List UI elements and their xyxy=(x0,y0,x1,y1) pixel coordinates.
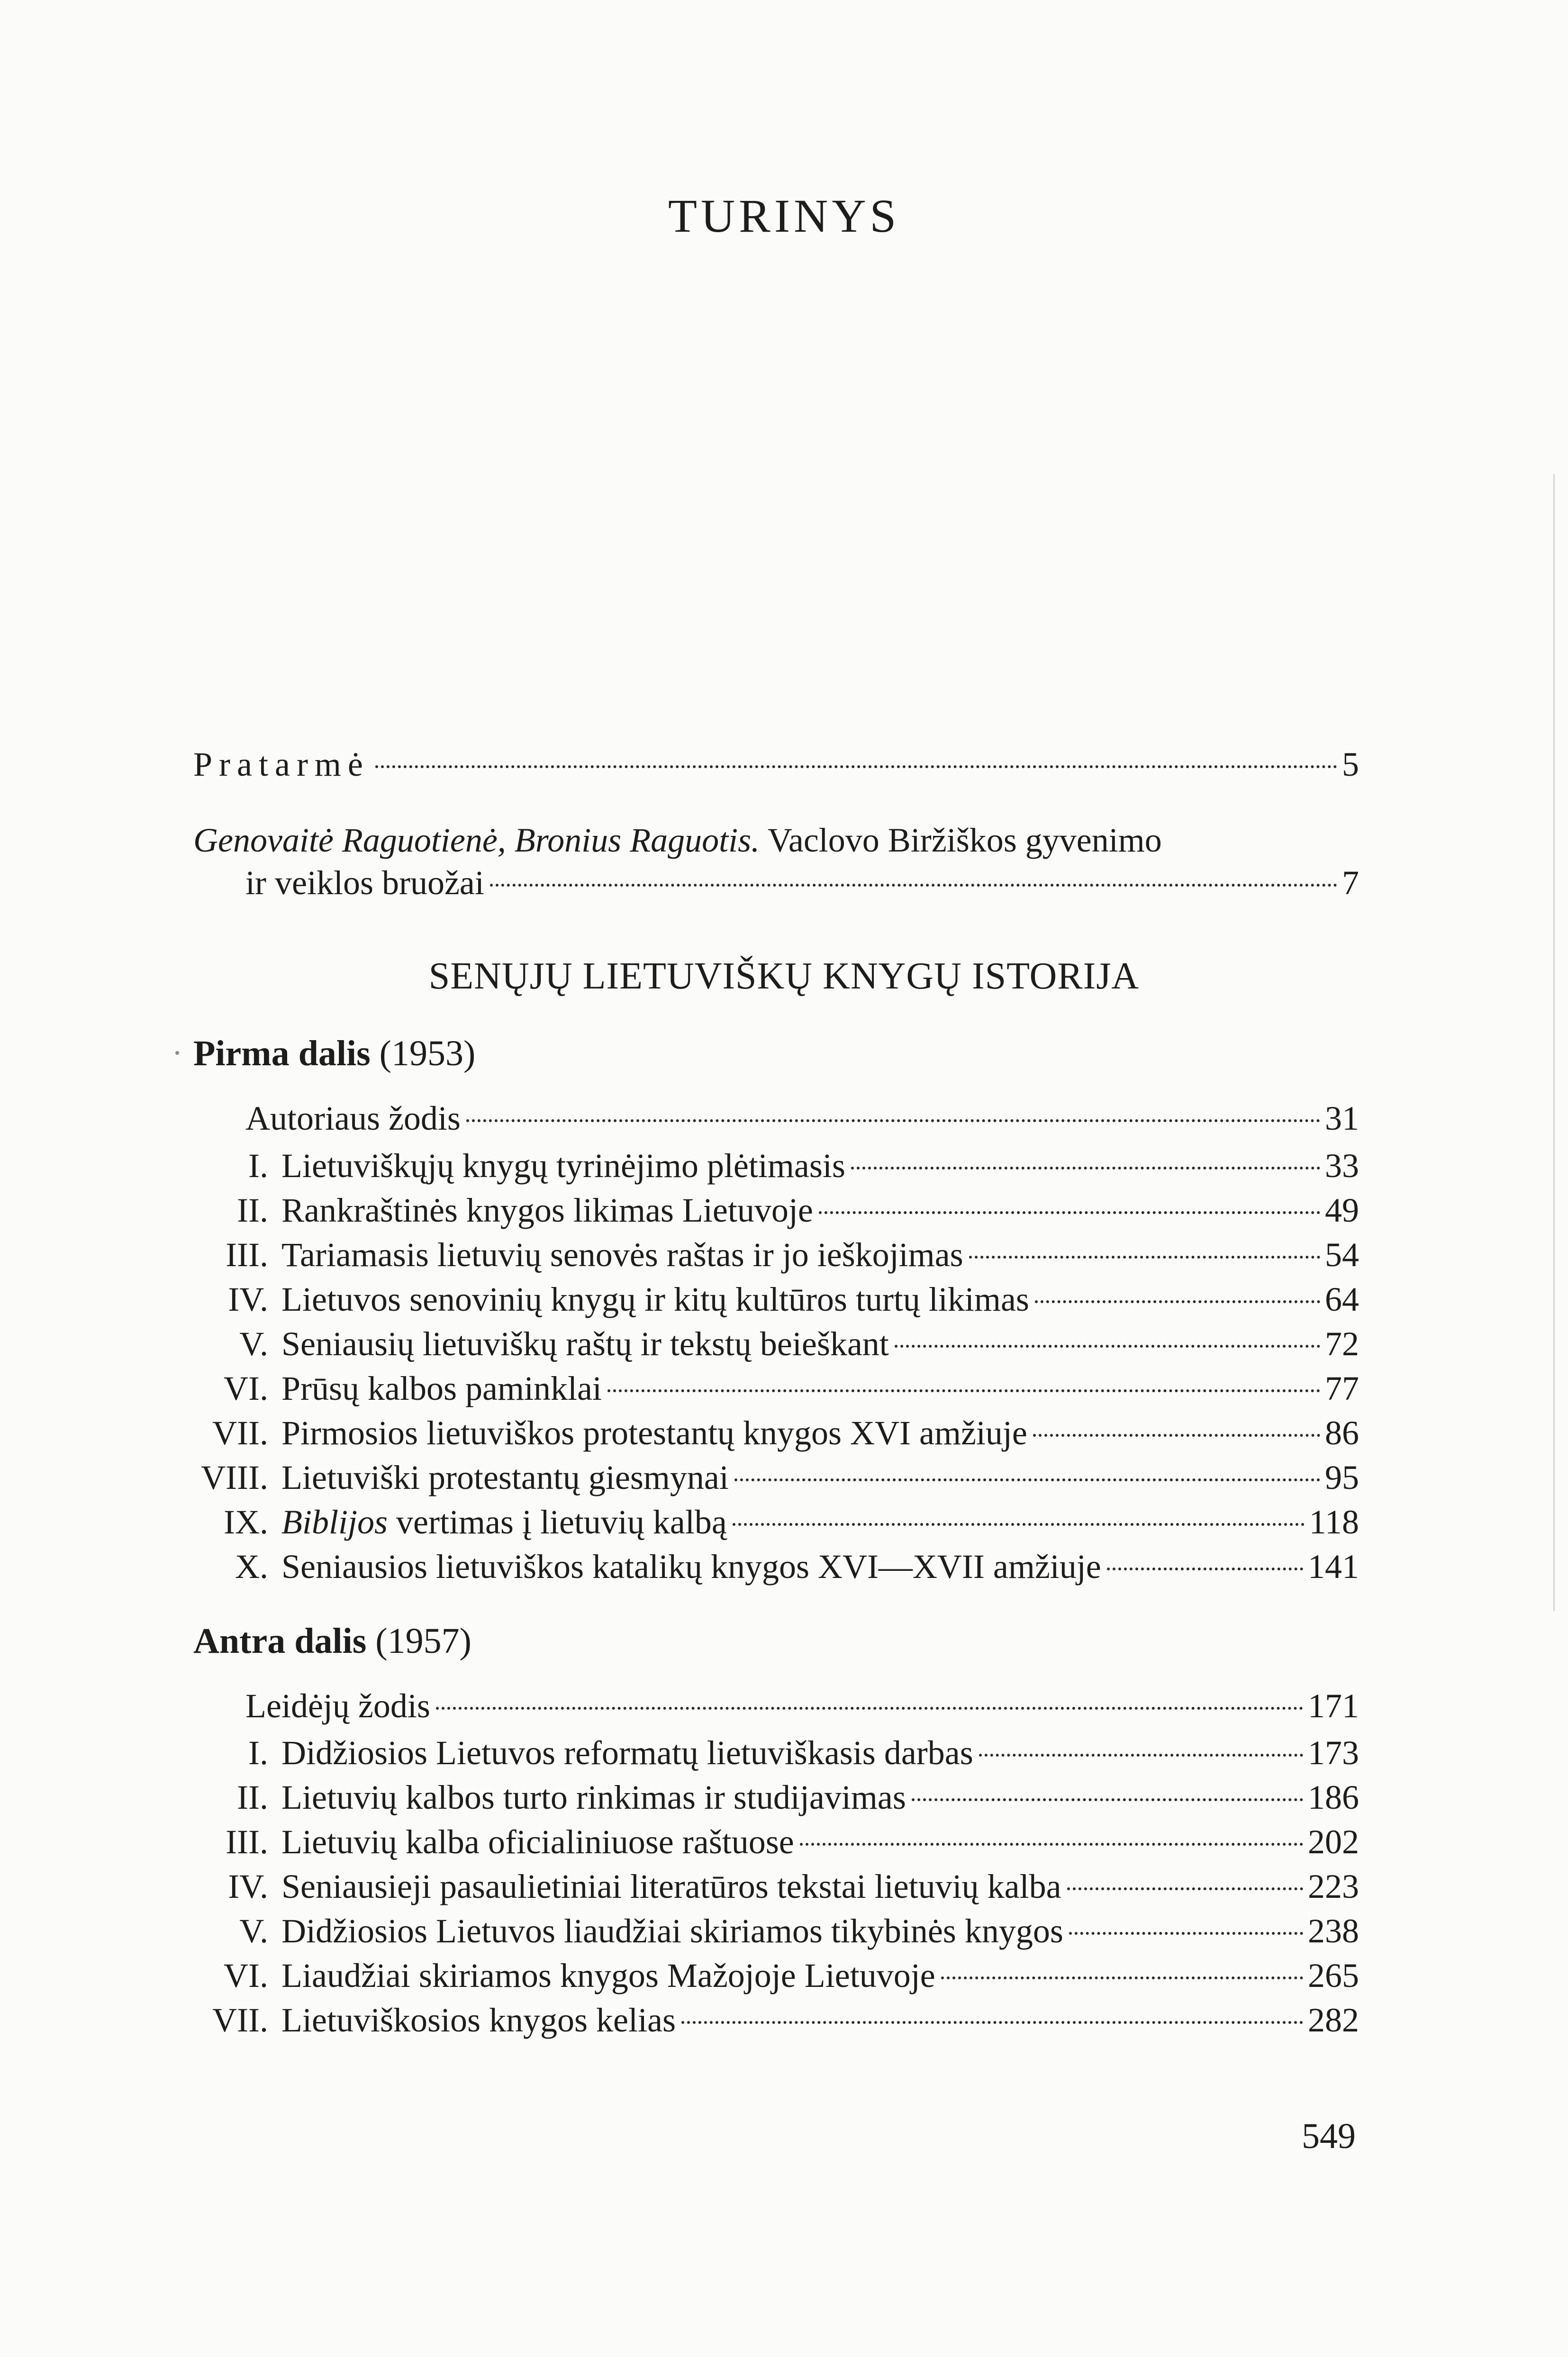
chapter-title-italic: Biblijos xyxy=(281,1503,388,1541)
toc-entry-part2-chapter xyxy=(193,1865,1359,1908)
chapter-title: Lietuvių kalbos turto rinkimas ir studijavimas xyxy=(281,1778,906,1816)
chapter-title: Rankraštinės knygos likimas Lietuvoje xyxy=(281,1191,813,1229)
toc-entry-part1-chapter xyxy=(193,1367,1359,1410)
toc-page-number: 141 xyxy=(1308,1548,1359,1586)
toc-entry-biography-line1 xyxy=(193,819,1162,861)
toc-page-number: 86 xyxy=(1325,1414,1359,1452)
chapter-title: Lietuviškosios knygos kelias xyxy=(281,2001,676,2039)
toc-entry-part1-chapter xyxy=(193,1412,1359,1454)
toc-entry-title: Leidėjų žodis xyxy=(245,1687,430,1725)
dot-leader xyxy=(800,1843,1303,1846)
dot-leader xyxy=(1033,1434,1320,1437)
toc-entry-part1-chapter xyxy=(193,1233,1359,1276)
chapter-title: Seniausių lietuviškų raštų ir tekstų beieškant xyxy=(281,1325,889,1363)
toc-entry-part2-chapter xyxy=(193,1776,1359,1819)
dot-leader xyxy=(941,1976,1303,1979)
dot-leader xyxy=(1067,1887,1303,1890)
chapter-number: IV. xyxy=(228,1280,268,1318)
chapter-title: Pirmosios lietuviškos protestantų knygos XVI amžiuje xyxy=(281,1414,1027,1452)
part2-heading xyxy=(193,1621,471,1662)
toc-page-number: 171 xyxy=(1308,1687,1359,1725)
toc-page-number: 49 xyxy=(1325,1191,1359,1229)
chapter-number: VI. xyxy=(224,1369,268,1407)
toc-entry-title: Pratarmė xyxy=(193,745,370,783)
chapter-number: VII. xyxy=(212,1414,268,1452)
toc-entry-part1-chapter xyxy=(193,1189,1359,1232)
chapter-number: I. xyxy=(248,1734,268,1772)
part2-year: (1957) xyxy=(375,1621,471,1661)
chapter-number: V. xyxy=(239,1912,268,1950)
chapter-title: Lietuvių kalba oficialiniuose raštuose xyxy=(281,1823,794,1861)
chapter-title-rest: vertimas į lietuvių kalbą xyxy=(388,1503,727,1541)
toc-entry-part1-chapter xyxy=(193,1456,1359,1499)
toc-entry-part2-chapter xyxy=(193,1999,1359,2041)
toc-page-number: 173 xyxy=(1308,1734,1359,1772)
toc-page-number: 54 xyxy=(1325,1236,1359,1274)
dot-leader xyxy=(912,1798,1303,1801)
chapter-number: V. xyxy=(239,1325,268,1363)
part2-name: Antra dalis xyxy=(193,1621,367,1661)
part1-name: Pirma dalis xyxy=(193,1033,371,1073)
dot-leader xyxy=(436,1707,1303,1710)
page-number: 549 xyxy=(1302,2116,1356,2156)
toc-entry-part1-chapter xyxy=(193,1278,1359,1321)
toc-entry-part2-chapter xyxy=(193,1910,1359,1952)
dot-leader xyxy=(490,884,1337,887)
chapter-title: Lietuviškųjų knygų tyrinėjimo plėtimasis xyxy=(281,1147,845,1185)
toc-page-number: 31 xyxy=(1325,1099,1359,1137)
toc-page-number: 7 xyxy=(1342,864,1359,902)
chapter-title: Lietuvos senovinių knygų ir kitų kultūros turtų likimas xyxy=(281,1280,1029,1318)
toc-page-number: 64 xyxy=(1325,1280,1359,1318)
dot-leader xyxy=(466,1119,1320,1122)
dot-leader xyxy=(979,1754,1303,1757)
part1-year: (1953) xyxy=(379,1033,476,1073)
toc-entry-part1-chapter xyxy=(193,1144,1359,1187)
toc-page-number: 33 xyxy=(1325,1147,1359,1185)
toc-page-number: 238 xyxy=(1308,1912,1359,1950)
toc-page-number: 186 xyxy=(1308,1778,1359,1816)
scan-speck xyxy=(175,1051,179,1055)
chapter-title: Prūsų kalbos paminklai xyxy=(281,1369,602,1407)
toc-page-number: 77 xyxy=(1325,1369,1359,1407)
chapter-number: VI. xyxy=(224,1957,268,1994)
dot-leader xyxy=(1035,1300,1320,1303)
toc-entry-part1-intro xyxy=(245,1097,1359,1140)
toc-page-number: 265 xyxy=(1308,1957,1359,1994)
chapter-number: X. xyxy=(235,1548,268,1586)
toc-page-number: 95 xyxy=(1325,1459,1359,1496)
toc-entry-part1-chapter xyxy=(193,1501,1359,1543)
dot-leader xyxy=(1107,1568,1303,1570)
toc-entry-part2-chapter xyxy=(193,1821,1359,1863)
chapter-number: VIII. xyxy=(201,1459,268,1496)
toc-entry-part1-chapter xyxy=(193,1323,1359,1365)
chapter-number: IX. xyxy=(224,1503,268,1541)
toc-entry-part2-chapter xyxy=(193,1731,1359,1774)
dot-leader xyxy=(895,1345,1320,1348)
chapter-number: VII. xyxy=(212,2001,268,2039)
part1-heading xyxy=(193,1033,475,1074)
chapter-title: Tariamasis lietuvių senovės raštas ir jo ieškojimas xyxy=(281,1236,963,1274)
dot-leader xyxy=(969,1256,1320,1259)
biography-authors: Genovaitė Raguotienė, Bronius Raguotis. xyxy=(193,821,760,859)
chapter-title: Lietuviški protestantų giesmynai xyxy=(281,1459,729,1496)
chapter-title: Liaudžiai skiriamos knygos Mažojoje Lietuvoje xyxy=(281,1957,935,1994)
dot-leader xyxy=(819,1211,1320,1214)
toc-page-number: 223 xyxy=(1308,1867,1359,1905)
toc-page-number: 5 xyxy=(1342,745,1359,783)
toc-entry-preface xyxy=(193,743,1359,786)
chapter-number: I. xyxy=(248,1147,268,1185)
toc-page-number: 202 xyxy=(1308,1823,1359,1861)
page-title: TURINYS xyxy=(668,190,900,242)
chapter-number: IV. xyxy=(228,1867,268,1905)
chapter-title xyxy=(281,1501,727,1543)
dot-leader xyxy=(733,1523,1305,1526)
toc-entry-title: Autoriaus žodis xyxy=(245,1099,461,1137)
dot-leader xyxy=(375,765,1337,768)
toc-page-number: 282 xyxy=(1308,2001,1359,2039)
chapter-title: Didžiosios Lietuvos reformatų lietuviškasis darbas xyxy=(281,1734,973,1772)
toc-page-number: 118 xyxy=(1309,1503,1359,1541)
dot-leader xyxy=(851,1167,1320,1169)
toc-entry-biography-line2 xyxy=(245,861,1359,904)
chapter-number: III. xyxy=(226,1236,268,1274)
chapter-title: Seniausieji pasaulietiniai literatūros tekstai lietuvių kalba xyxy=(281,1867,1061,1905)
chapter-number: II. xyxy=(237,1191,268,1229)
chapter-number: III. xyxy=(226,1823,268,1861)
dot-leader xyxy=(681,2021,1303,2024)
section-heading: SENŲJŲ LIETUVIŠKŲ KNYGŲ ISTORIJA xyxy=(428,955,1140,997)
chapter-title: Seniausios lietuviškos katalikų knygos XVI—XVII amžiuje xyxy=(281,1548,1101,1586)
dot-leader xyxy=(734,1478,1320,1481)
toc-entry-part1-chapter xyxy=(193,1545,1359,1588)
toc-page-number: 72 xyxy=(1325,1325,1359,1363)
dot-leader xyxy=(607,1389,1320,1392)
scan-edge-line xyxy=(1553,474,1555,1611)
biography-title-line1: Vaclovo Biržiškos gyvenimo xyxy=(767,821,1162,859)
toc-entry-part2-chapter xyxy=(193,1954,1359,1997)
dot-leader xyxy=(1069,1932,1303,1935)
chapter-title: Didžiosios Lietuvos liaudžiai skiriamos tikybinės knygos xyxy=(281,1912,1063,1950)
toc-entry-part2-intro xyxy=(245,1685,1359,1727)
chapter-number: II. xyxy=(237,1778,268,1816)
biography-title-line2: ir veiklos bruožai xyxy=(245,864,484,902)
